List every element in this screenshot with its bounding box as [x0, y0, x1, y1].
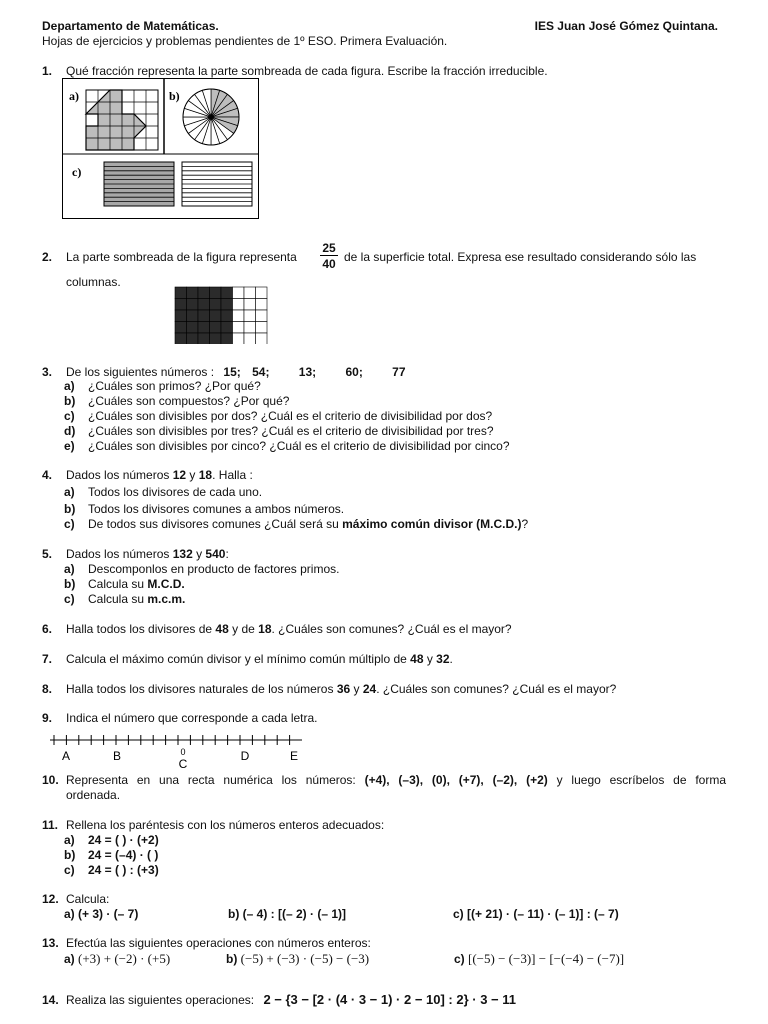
question-number: 10.	[42, 773, 59, 787]
fraction-denominator: 40	[322, 257, 336, 271]
grid-cell	[244, 299, 256, 311]
grid-cell	[210, 310, 222, 322]
question-5: 5. Dados los números 132 y 540:	[42, 547, 229, 561]
question-4: 4. Dados los números 12 y 18. Halla :	[42, 468, 253, 482]
grid-cell	[187, 310, 199, 322]
grid-cell	[175, 287, 187, 299]
exercise-13b: b) (−5) + (−3) · (−5) − (−3)	[226, 951, 370, 966]
question-number: 7.	[42, 652, 53, 666]
list-item: a) Descomponlos en producto de factores primos.	[64, 562, 340, 576]
question-7: 7. Calcula el máximo común divisor y el mínimo común múltiplo de 48 y 32.	[42, 652, 453, 666]
question-number: 11.	[42, 818, 59, 832]
list-item: a) 24 = ( ) · (+2)	[64, 833, 159, 847]
question-text: Qué fracción representa la parte sombreada de cada figura. Escribe la fracción irreducible.	[66, 64, 548, 78]
grid-cell	[256, 287, 268, 299]
grid-cell	[221, 322, 233, 334]
figure-c-label: c)	[72, 165, 82, 179]
question-number: 14.	[42, 993, 59, 1007]
grid-cell	[233, 333, 245, 344]
exercise-12b: b) (– 4) : [(– 2) · (– 1)]	[228, 907, 347, 921]
list-item: c) Calcula su m.c.m.	[64, 592, 186, 606]
question-8: 8. Halla todos los divisores naturales de los números 36 y 24. ¿Cuáles son comunes? ¿Cuál es el mayor?	[42, 682, 617, 696]
grid-cell	[198, 322, 210, 334]
grid-cell	[198, 333, 210, 344]
question-3	[42, 365, 406, 379]
question-number: 5.	[42, 547, 53, 561]
list-item: a) Todos los divisores de cada uno.	[64, 485, 263, 499]
grid-cell	[221, 333, 233, 344]
question-number: 4.	[42, 468, 53, 482]
grid-cell	[198, 310, 210, 322]
figure-b-circle	[183, 89, 239, 145]
number-line	[44, 730, 308, 772]
question-number: 3.	[42, 365, 53, 379]
question-number: 2.	[42, 250, 53, 264]
grid-cell	[233, 322, 245, 334]
exercise-13c: c) [(−5) − (−3)] − [−(−4) − (−7)]	[454, 951, 625, 966]
grid-cell	[187, 299, 199, 311]
list-item: b) ¿Cuáles son compuestos? ¿Por qué?	[64, 394, 290, 408]
exercise-12a: a) (+ 3) · (– 7)	[64, 907, 139, 921]
list-item: e) ¿Cuáles son divisibles por cinco? ¿Cuál es el criterio de divisibilidad por cinco?	[64, 439, 510, 453]
fraction-numerator: 25	[320, 242, 338, 256]
q2-grid-figure	[174, 286, 270, 344]
question-number: 8.	[42, 682, 53, 696]
figure-a-label: a)	[69, 89, 79, 103]
grid-cell	[187, 287, 199, 299]
question-number: 6.	[42, 622, 53, 636]
grid-cell	[210, 287, 222, 299]
grid-cell	[256, 333, 268, 344]
operation-expression: 2 − {3 − [2 · (4 · 3 − 1) · 2 − 10] : 2} · 3 − 11	[263, 992, 517, 1007]
question-number: 12.	[42, 892, 59, 906]
question-text: De los siguientes números :	[66, 365, 215, 379]
grid-cell	[221, 299, 233, 311]
list-item: a) ¿Cuáles son primos? ¿Por qué?	[64, 379, 261, 393]
question-number: 9.	[42, 711, 53, 725]
list-item: c) De todos sus divisores comunes ¿Cuál será su máximo común divisor (M.C.D.)?	[64, 517, 529, 531]
grid-cell	[198, 287, 210, 299]
zero-label: 0	[180, 747, 186, 757]
grid-cell	[256, 322, 268, 334]
point-label-a: A	[61, 749, 71, 763]
point-label-d: D	[240, 749, 250, 763]
grid-cell	[244, 322, 256, 334]
list-item: c) 24 = ( ) : (+3)	[64, 863, 159, 877]
list-item: b) 24 = (–4) · ( )	[64, 848, 159, 862]
question-6: 6. Halla todos los divisores de 48 y de 18. ¿Cuáles son comunes? ¿Cuál es el mayor?	[42, 622, 512, 636]
number-item: 54;	[252, 365, 270, 379]
number-item: 15;	[223, 365, 241, 379]
figure-c-rectangles	[104, 162, 252, 206]
question-text-continued: ordenada.	[66, 788, 121, 802]
grid-cell	[244, 310, 256, 322]
number-item: 13;	[298, 365, 317, 379]
grid-cell	[210, 322, 222, 334]
number-item: 60;	[345, 365, 363, 379]
school-name: IES Juan José Gómez Quintana.	[534, 19, 718, 33]
question-number: 1.	[42, 64, 53, 78]
grid-cell	[221, 287, 233, 299]
exercise-12c: c) [(+ 21) · (– 11) · (– 1)] : (– 7)	[453, 907, 619, 921]
grid-cell	[256, 310, 268, 322]
question-12: 12. Calcula:	[42, 892, 110, 906]
figure-a-grid	[86, 90, 158, 150]
question-11: 11. Rellena los paréntesis con los números enteros adecuados:	[42, 818, 385, 832]
grid-cell	[256, 299, 268, 311]
question-2	[42, 250, 297, 264]
question-number: 13.	[42, 936, 59, 950]
point-label-c: C	[178, 757, 188, 771]
list-item: d) ¿Cuáles son divisibles por tres? ¿Cuál es el criterio de divisibilidad por tres?	[64, 424, 494, 438]
question-9: 9. Indica el número que corresponde a cada letra.	[42, 711, 318, 725]
question-text-continued: de la superficie total. Expresa ese resultado considerando sólo las	[344, 250, 697, 264]
point-label-e: E	[289, 749, 299, 763]
point-label-b: B	[112, 749, 122, 763]
grid-cell	[198, 299, 210, 311]
grid-cell	[210, 333, 222, 344]
grid-cell	[233, 299, 245, 311]
list-item: c) ¿Cuáles son divisibles por dos? ¿Cuál es el criterio de divisibilidad por dos?	[64, 409, 493, 423]
figure-b-label: b)	[169, 89, 180, 103]
q1-figures-frame	[62, 78, 260, 220]
grid-cell	[175, 322, 187, 334]
question-14: 14. Realiza las siguientes operaciones: 2 − {3 − [2 · (4 · 3 − 1) · 2 − 10] : 2} · 3 − 11	[42, 992, 517, 1007]
grid-cell	[244, 287, 256, 299]
grid-cell	[187, 322, 199, 334]
number-item: 77	[392, 365, 406, 379]
department-title: Departamento de Matemáticas.	[42, 19, 219, 33]
grid-cell	[175, 310, 187, 322]
grid-cell	[244, 333, 256, 344]
grid-cell	[233, 310, 245, 322]
question-10: 10. Representa en una recta numérica los números: (+4), (–3), (0), (+7), (–2), (+2) y luego escríbelos de forma	[42, 773, 726, 787]
list-item: b) Calcula su M.C.D.	[64, 577, 185, 591]
question-text: La parte sombreada de la figura representa	[66, 250, 297, 264]
question-13: 13. Efectúa las siguientes operaciones con números enteros:	[42, 936, 371, 950]
question-text-continued: columnas.	[66, 275, 121, 289]
page-subtitle: Hojas de ejercicios y problemas pendientes de 1º ESO. Primera Evaluación.	[42, 34, 448, 48]
grid-cell	[233, 287, 245, 299]
grid-cell	[175, 333, 187, 344]
grid-cell	[187, 333, 199, 344]
exercise-13a: a) (+3) + (−2) · (+5)	[64, 951, 171, 966]
grid-cell	[175, 299, 187, 311]
grid-cell	[210, 299, 222, 311]
grid-cell	[221, 310, 233, 322]
list-item: b) Todos los divisores comunes a ambos números.	[64, 502, 345, 516]
question-1	[42, 64, 548, 78]
